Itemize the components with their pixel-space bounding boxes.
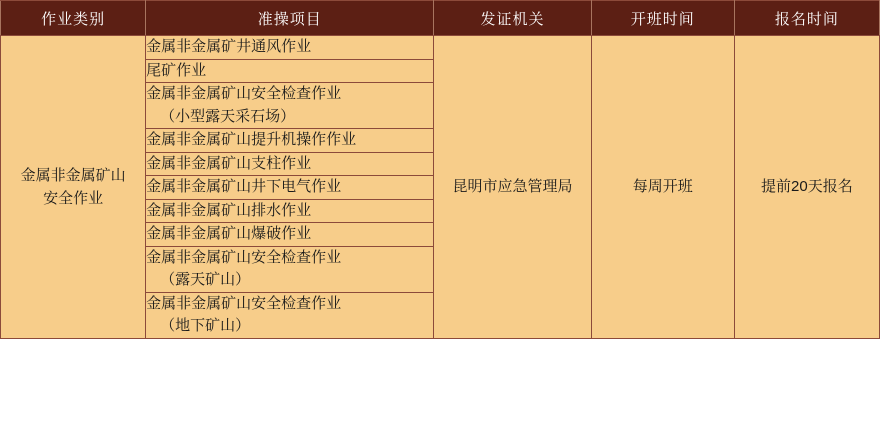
cell-item bbox=[146, 246, 434, 292]
item-text: 金属非金属矿山井下电气作业 bbox=[146, 178, 342, 195]
table-body bbox=[1, 36, 880, 339]
item-text: 金属非金属矿山爆破作业 bbox=[146, 225, 312, 242]
item-text: 金属非金属矿山安全检查作业 bbox=[146, 248, 342, 266]
item-text: 金属非金属矿山安全检查作业 bbox=[146, 294, 342, 312]
column-header-authority: 发证机关 bbox=[434, 1, 591, 36]
item-subtext: （小型露天采石场） bbox=[160, 107, 296, 125]
cell-class-start: 每周开班 bbox=[591, 36, 734, 339]
cell-item bbox=[146, 176, 434, 200]
cell-item bbox=[146, 83, 434, 129]
cell-item bbox=[146, 223, 434, 247]
table-header-row bbox=[1, 1, 880, 36]
cell-item bbox=[146, 152, 434, 176]
cell-item bbox=[146, 199, 434, 223]
cell-item bbox=[146, 129, 434, 153]
item-text: 尾矿作业 bbox=[146, 61, 207, 79]
cell-category bbox=[1, 36, 146, 339]
item-subtext: （露天矿山） bbox=[160, 271, 251, 288]
item-text: 金属非金属矿山安全检查作业 bbox=[146, 85, 342, 102]
item-text: 金属非金属矿山排水作业 bbox=[146, 201, 312, 219]
item-text: 金属非金属矿山支柱作业 bbox=[146, 154, 312, 172]
cell-item bbox=[146, 292, 434, 338]
table-row bbox=[1, 36, 880, 60]
cell-item bbox=[146, 36, 434, 60]
item-text: 金属非金属矿山提升机操作作业 bbox=[146, 131, 357, 148]
category-line-1: 金属非金属矿山 bbox=[20, 166, 126, 184]
cell-item bbox=[146, 59, 434, 83]
cell-issuing-authority: 昆明市应急管理局 bbox=[434, 36, 591, 339]
column-header-category: 作业类别 bbox=[1, 1, 146, 36]
cell-signup-time: 提前20天报名 bbox=[734, 36, 879, 339]
column-header-start-time: 开班时间 bbox=[591, 1, 734, 36]
column-header-item: 准操项目 bbox=[146, 1, 434, 36]
category-line-2: 安全作业 bbox=[43, 189, 104, 207]
column-header-signup-time: 报名时间 bbox=[734, 1, 879, 36]
item-text: 金属非金属矿井通风作业 bbox=[146, 38, 312, 55]
item-subtext: （地下矿山） bbox=[160, 317, 251, 334]
table-header bbox=[1, 1, 880, 36]
